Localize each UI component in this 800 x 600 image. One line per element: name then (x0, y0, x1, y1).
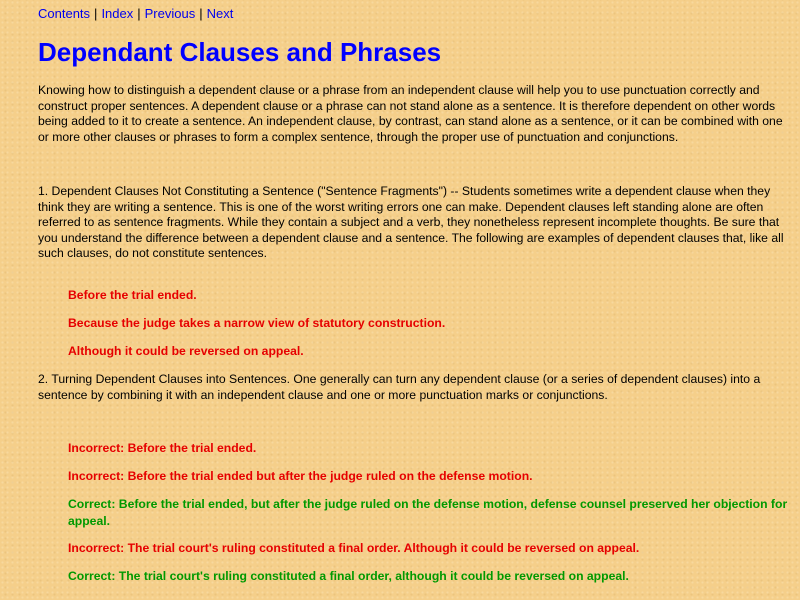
fragment-example: Because the judge takes a narrow view of statutory construction. (68, 316, 446, 330)
fragment-example: Before the trial ended. (68, 288, 197, 302)
nav-separator: | (94, 6, 98, 21)
nav-separator: | (199, 6, 203, 21)
index-link[interactable]: Index (101, 6, 134, 21)
incorrect-example: Incorrect: The trial court's ruling constituted a final order. Although it could be reversed on appeal. (68, 541, 640, 555)
correct-example: Correct: Before the trial ended, but after the judge ruled on the defense motion, defense counsel preserved her objection for appeal. (68, 497, 788, 528)
fragment-example: Although it could be reversed on appeal. (68, 344, 304, 358)
incorrect-example: Incorrect: Before the trial ended. (68, 441, 257, 455)
intro-paragraph: Knowing how to distinguish a dependent clause or a phrase from an independent clause will help you to use punctuation correctly and construct proper sentences. A dependent clause or a phrase can not stand alone as a sentence. It is therefore dependent on other words being added to it to create a sentence. An independent clause, by contrast, can stand alone as a sentence, or it can be combined with one or more other clauses or phrases to form a complex sentence, through the proper use of punctuation and conjunctions. (38, 83, 783, 144)
nav-separator: | (137, 6, 141, 21)
next-link[interactable]: Next (206, 6, 234, 21)
previous-link[interactable]: Previous (144, 6, 196, 21)
incorrect-example: Incorrect: Before the trial ended but after the judge ruled on the defense motion. (68, 469, 533, 483)
page-title: Dependant Clauses and Phrases (38, 37, 442, 67)
top-navigation (38, 6, 233, 22)
correct-example: Correct: The trial court's ruling constituted a final order, although it could be reversed on appeal. (68, 569, 629, 583)
contents-link[interactable]: Contents (38, 6, 91, 21)
section-2-paragraph: 2. Turning Dependent Clauses into Sentences. One generally can turn any dependent clause (or a series of dependent clauses) into a sentence by combining it with an independent clause and one or more punctuation marks or conjunctions. (38, 372, 761, 402)
section-1-paragraph: 1. Dependent Clauses Not Constituting a Sentence ("Sentence Fragments") -- Students sometimes write a dependent clause when they think they are writing a sentence. This is one of the worst writing errors one can make. Dependent clauses left standing alone are often referred to as sentence fragments. While they contain a subject and a verb, they nonetheless represent incomplete thoughts. Be sure that you understand the difference between a dependent clause and a sentence. The following are examples of dependent clauses that, like all such clauses, do not constitute sentences. (38, 184, 784, 260)
